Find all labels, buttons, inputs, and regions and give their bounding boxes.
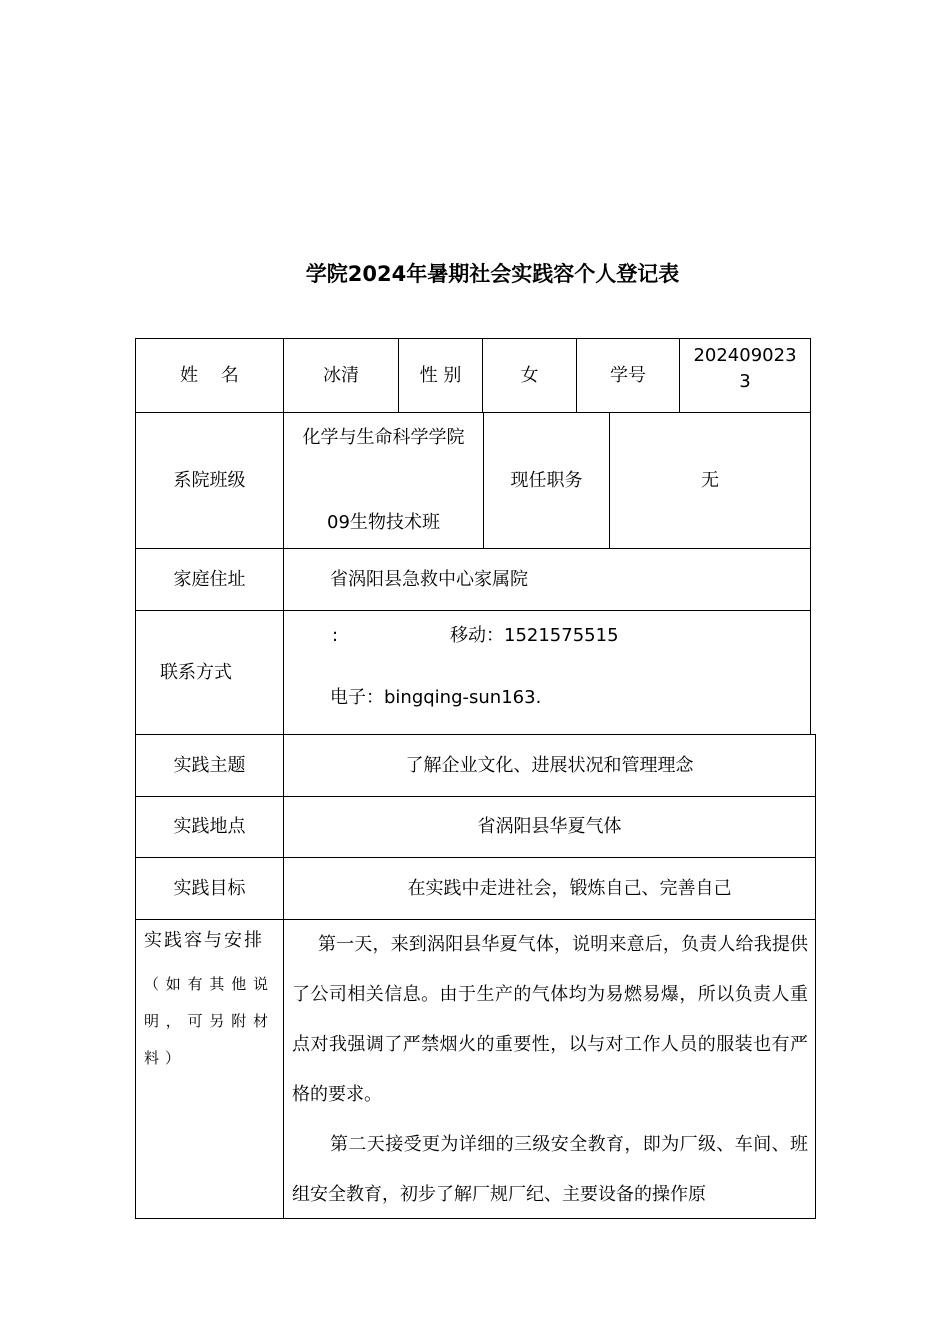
student-id-label: 学号 [577, 339, 680, 413]
dept-class-label: 系院班级 [136, 413, 284, 549]
practice-goal-label: 实践目标 [136, 858, 284, 920]
dept-line2: 09生物技术班 [327, 512, 440, 533]
practice-content-label-cell [136, 920, 284, 1219]
home-address-value: 省涡阳县急救中心家属院 [284, 549, 811, 611]
practice-content-note: （如有其他说明，可另附材料） [144, 975, 274, 1067]
phone-prefix: : [332, 625, 339, 646]
practice-content-label: 实践容与安排 [144, 930, 264, 951]
gender-label: 性 别 [399, 339, 483, 413]
name-value: 冰清 [284, 339, 399, 413]
registration-table-top [135, 338, 811, 734]
registration-table-bottom [135, 734, 816, 1219]
email-address: 电子：bingqing-sun163. [330, 687, 542, 708]
name-label: 姓 名 [136, 339, 284, 413]
practice-paragraph-1: 第一天，来到涡阳县华夏气体，说明来意后，负责人给我提供了公司相关信息。由于生产的气体均为易燃易爆，所以负责人重点对我强调了严禁烟火的重要性，以与对工作人员的服装也有严格的要求。 [292, 934, 808, 1105]
practice-location-value: 省涡阳县华夏气体 [284, 797, 816, 858]
practice-goal-value: 在实践中走进社会，锻炼自己、完善自己 [284, 858, 816, 920]
practice-content-value [284, 920, 816, 1219]
practice-paragraph-2: 第二天接受更为详细的三级安全教育，即为厂级、车间、班组安全教育，初步了解厂规厂纪、主要设备的操作原 [292, 1134, 808, 1205]
practice-location-label: 实践地点 [136, 797, 284, 858]
dept-class-value [284, 413, 484, 549]
position-label: 现任职务 [484, 413, 610, 549]
position-value: 无 [610, 413, 811, 549]
student-id-value [680, 339, 811, 413]
student-id-line2: 3 [739, 371, 751, 392]
contact-value [284, 611, 811, 735]
contact-label: 联系方式 [136, 611, 284, 735]
home-address-label: 家庭住址 [136, 549, 284, 611]
page-title: 学院2024年暑期社会实践容个人登记表 [305, 262, 680, 286]
student-id-line1: 202409023 [693, 345, 797, 366]
dept-line1: 化学与生命科学学院 [302, 427, 465, 448]
practice-theme-value: 了解企业文化、进展状况和管理理念 [284, 735, 816, 797]
mobile-number: 移动：1521575515 [450, 625, 619, 646]
practice-theme-label: 实践主题 [136, 735, 284, 797]
gender-value: 女 [483, 339, 577, 413]
